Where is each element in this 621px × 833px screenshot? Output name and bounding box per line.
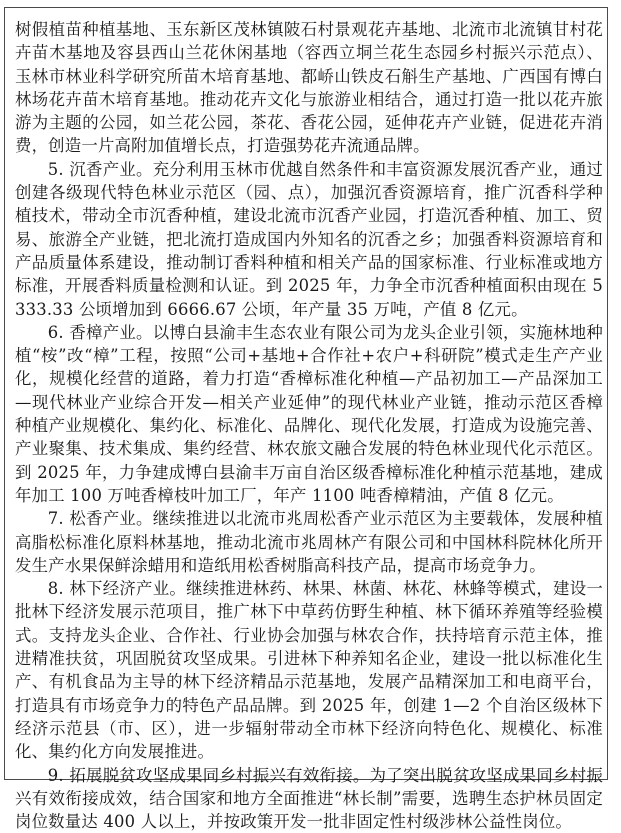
paragraph-camphor-industry: 6. 香樟产业。以博白县渝丰生态农业有限公司为龙头企业引领，实施林地种植“桉”改“樟”工程，按照“公司+基地+合作社+农户+科研院”模式走生产产业化，规模化经营的道路，着力打造“香樟标准化种植—产品初加工—产品深加工—现代林业产业综合开发—相关产业延伸”的现代林业产业链，推动示范区香樟种植产业规模化、集约化、标准化、品牌化、现代化发展，打造成为设施完善、产业聚集、技术集成、集约经营、林农旅文融合发展的特色林业现代化示范区。到 2025 年，力争建成博白县渝丰万亩自治区级香樟标准化种植示范基地，建成年加工 100 万吨香樟枝叶加工厂，年产 1100 吨香樟精油，产值 8 亿元。 (15, 321, 603, 507)
paragraph-understory-economy: 8. 林下经济产业。继续推进林药、林果、林菌、林花、林蜂等模式，建设一批林下经济发展示范项目，推广林下中草药仿野生种植、林下循环养殖等经验模式。支持龙头企业、合作社、行业协会加强与林农合作，扶持培育示范主体，推进精准扶贫，巩固脱贫攻坚成果。引进林下种养知名企业，建设一批以标准化生产、有机食品为主导的林下经济精品示范基地，发展产品精深加工和电商平台，打造具有市场竞争力的特色产品品牌。到 2025 年，创建 1—2 个自治区级林下经济示范县（市、区），进一步辐射带动全市林下经济向特色化、规模化、标准化、集约化方向发展推进。 (15, 577, 603, 763)
paragraph-rosin-industry: 7. 松香产业。继续推进以北流市兆周松香产业示范区为主要载体，发展种植高脂松标准化原料林基地，推动北流市兆周林产有限公司和中国林科院林化所开发生产水果保鲜涂蜡用和造纸用松香树脂高科技产品，提高市场竞争力。 (15, 507, 603, 577)
paragraph-agarwood-industry: 5. 沉香产业。充分利用玉林市优越自然条件和丰富资源发展沉香产业，通过创建各级现代特色林业示范区（园、点），加强沉香资源培育，推广沉香科学种植技术，带动全市沉香种植，建设北流市沉香产业园，打造沉香种植、加工、贸易、旅游全产业链，把北流打造成国内外知名的沉香之乡；加强香料资源培育和产品质量体系建设，推动制订香料种植和相关产品的国家标准、行业标准或地方标准，开展香料质量检测和认证。到 2025 年，力争全市沉香种植面积由现在 5333.33 公顷增加到 6666.67 公顷，年产量 35 万吨，产值 8 亿元。 (15, 158, 603, 321)
document-frame (4, 7, 608, 780)
paragraph-flowers-continued: 树假植苗种植基地、玉东新区茂林镇陂石村景观花卉基地、北流市北流镇甘村花卉苗木基地及容县西山兰花休闲基地（容西立垌兰花生态园乡村振兴示范点）、玉林市林业科学研究所苗木培育基地、都峤山铁皮石斛生产基地、广西国有博白林场花卉苗木培育基地。推动花卉文化与旅游业相结合，通过打造一批以花卉旅游为主题的公园，如兰花公园，茶花、香花公园，延伸花卉产业链，促进花卉消费，创造一片高附加值增长点，打造强势花卉流通品牌。 (15, 18, 603, 158)
paragraph-poverty-rural-revitalization: 9. 拓展脱贫攻坚成果同乡村振兴有效衔接。为了突出脱贫攻坚成果同乡村振兴有效衔接成效，结合国家和地方全面推进“林长制”需要，选聘生态护林员固定岗位数量达 400 人以上，并按政策开发一批非固定性村级涉林公益性岗位。 (15, 764, 603, 833)
document-body (15, 18, 603, 833)
